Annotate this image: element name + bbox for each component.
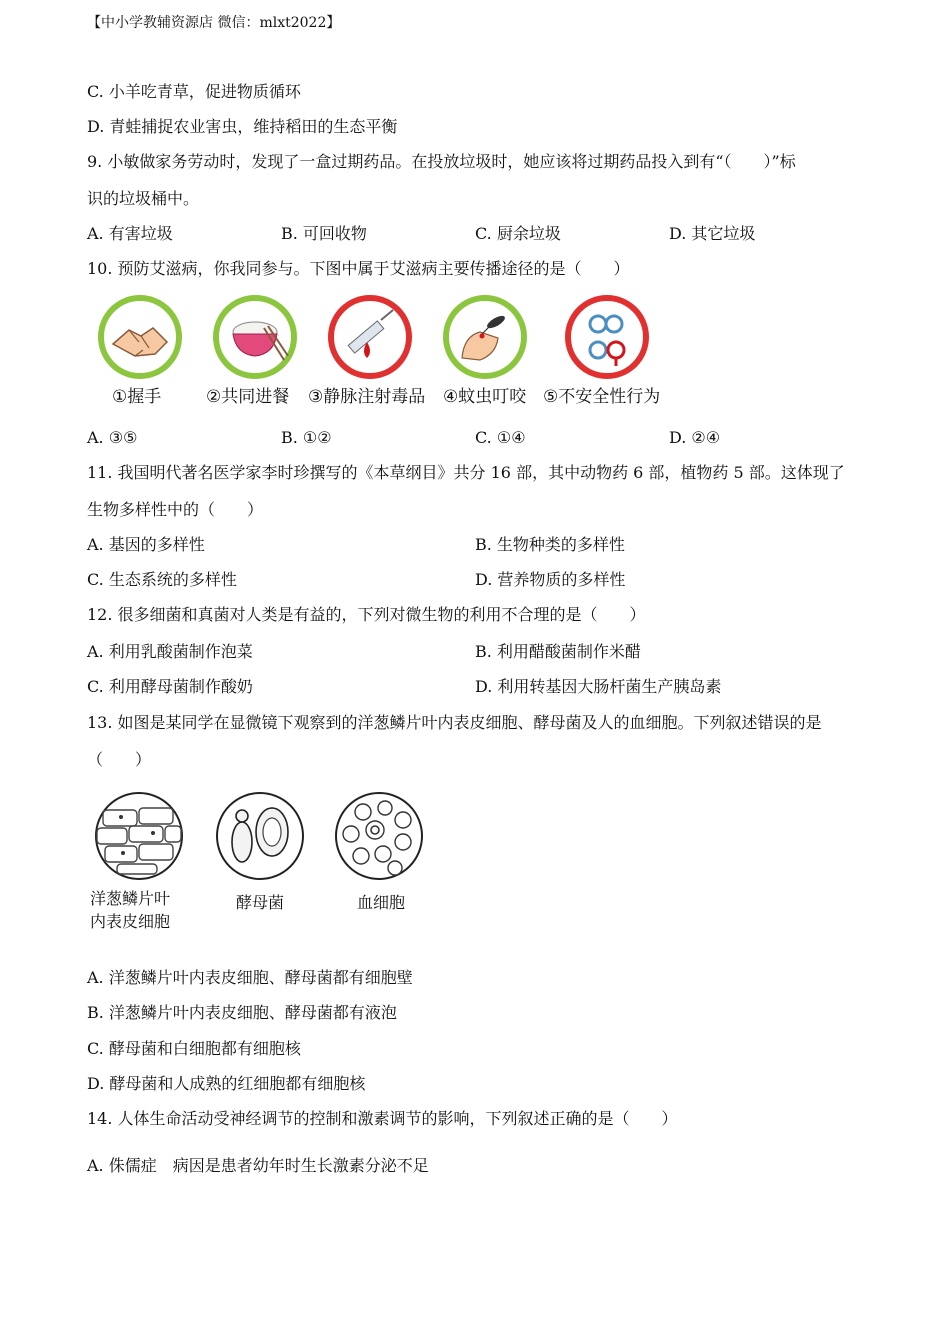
- q9-stem-continued: 识的垃圾桶中。: [87, 189, 200, 208]
- q13-stem: 13. 如图是某同学在显微镜下观察到的洋葱鳞片叶内表皮细胞、酵母菌及人的血细胞。下列叙述错误的是: [87, 713, 822, 732]
- q13-option-d: D. 酵母菌和人成熟的红细胞都有细胞核: [87, 1074, 366, 1093]
- cell-label-blood: 血细胞: [357, 893, 406, 912]
- icon-label-unsafe-sex: ⑤不安全性行为: [543, 387, 661, 407]
- q12-option-c: C. 利用酵母菌制作酸奶: [87, 677, 253, 696]
- q10-stem: 10. 预防艾滋病，你我同参与。下图中属于艾滋病主要传播途径的是（ ）: [87, 259, 630, 278]
- q10-option-b: B. ①②: [281, 428, 332, 447]
- q13-stem-continued: （ ）: [87, 750, 152, 769]
- q13-option-c: C. 酵母菌和白细胞都有细胞核: [87, 1039, 301, 1058]
- q8-option-d: D. 青蛙捕捉农业害虫，维持稻田的生态平衡: [87, 117, 398, 136]
- q9-stem: 9. 小敏做家务劳动时，发现了一盒过期药品。在投放垃圾时，她应该将过期药品投入到有“（ ）”标: [87, 152, 796, 171]
- q14-option-a: A. 侏儒症 病因是患者幼年时生长激素分泌不足: [87, 1156, 429, 1175]
- q11-option-b: B. 生物种类的多样性: [475, 535, 625, 554]
- q10-option-c: C. ①④: [475, 428, 526, 447]
- gender-symbols-icon: [562, 292, 652, 382]
- blood-cells-icon: [333, 790, 425, 882]
- cell-label-onion: 洋葱鳞片叶: [90, 889, 171, 908]
- syringe-icon: [325, 292, 415, 382]
- icon-label-injection: ③静脉注射毒品: [308, 387, 426, 407]
- q11-stem-continued: 生物多样性中的（ ）: [87, 500, 264, 519]
- q12-option-b: B. 利用醋酸菌制作米醋: [475, 642, 641, 661]
- yeast-icon: [214, 790, 306, 882]
- q11-stem: 11. 我国明代著名医学家李时珍撰写的《本草纲目》共分 16 部，其中动物药 6 部，植物药 5 部。这体现了: [87, 463, 845, 482]
- q9-option-c: C. 厨余垃圾: [475, 224, 561, 243]
- q12-stem: 12. 很多细菌和真菌对人类是有益的，下列对微生物的利用不合理的是（ ）: [87, 605, 646, 624]
- icon-label-handshake: ①握手: [112, 387, 162, 407]
- q9-option-d: D. 其它垃圾: [669, 224, 756, 243]
- q10-option-a: A. ③⑤: [87, 428, 138, 447]
- q11-option-c: C. 生态系统的多样性: [87, 570, 237, 589]
- cell-label-yeast: 酵母菌: [236, 893, 285, 912]
- q11-option-a: A. 基因的多样性: [87, 535, 205, 554]
- icon-label-mosquito: ④蚊虫叮咬: [443, 387, 527, 407]
- page-header: 【中小学教辅资源店 微信：mlxt2022】: [87, 15, 341, 31]
- q13-option-a: A. 洋葱鳞片叶内表皮细胞、酵母菌都有细胞壁: [87, 968, 413, 987]
- q13-option-b: B. 洋葱鳞片叶内表皮细胞、酵母菌都有液泡: [87, 1003, 397, 1022]
- q10-option-d: D. ②④: [669, 428, 721, 447]
- q9-option-b: B. 可回收物: [281, 224, 367, 243]
- rice-bowl-icon: [210, 292, 300, 382]
- q12-option-d: D. 利用转基因大肠杆菌生产胰岛素: [475, 677, 722, 696]
- onion-cell-icon: [93, 790, 185, 882]
- q14-stem: 14. 人体生命活动受神经调节的控制和激素调节的影响，下列叙述正确的是（ ）: [87, 1109, 678, 1128]
- q8-option-c: C. 小羊吃青草，促进物质循环: [87, 82, 301, 101]
- q11-option-d: D. 营养物质的多样性: [475, 570, 626, 589]
- icon-label-dining: ②共同进餐: [206, 387, 290, 407]
- q12-option-a: A. 利用乳酸菌制作泡菜: [87, 642, 253, 661]
- q9-option-a: A. 有害垃圾: [87, 224, 173, 243]
- handshake-icon: [95, 292, 185, 382]
- cell-label-onion-line2: 内表皮细胞: [90, 912, 171, 931]
- mosquito-icon: [440, 292, 530, 382]
